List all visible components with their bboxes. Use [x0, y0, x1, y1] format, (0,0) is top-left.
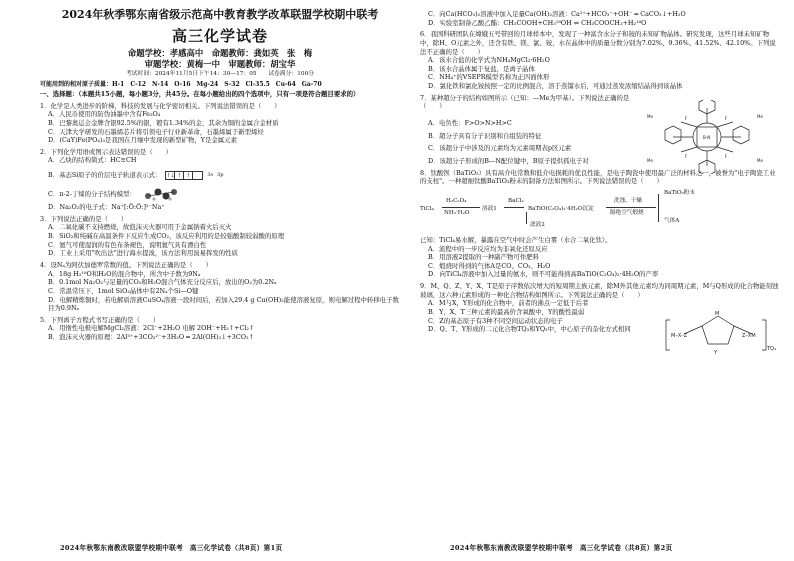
author-line-1: 命题学校：孝感高中 命题教师：龚如英 张 梅 [127, 48, 313, 59]
exam-info: 考试时间：2024年11月5日下午14：30—17：05 试卷满分：100分 [125, 71, 315, 78]
option-c: C．π-2-丁烯的分子结构模型： [48, 189, 136, 198]
option-c: C．常温常压下，1mol SiO₂晶体中有2Nₐ个Si—O键 [48, 286, 199, 295]
flow-solution-1: 溶液1 [482, 205, 497, 212]
option-a: A．人民币使用的防伪油墨中含有Fe₃O₄ [48, 110, 161, 119]
question-5 [40, 316, 400, 342]
footer-page-1: 2024年秋鄂东南教改联盟学校期中联考 高三化学试卷（共8页）第1页 [60, 544, 283, 553]
question-4 [40, 261, 400, 313]
flow-reagent-1: H₂C₂O₄ [446, 197, 467, 204]
option-b: B．基态Si原子的价层电子轨道表示式： [48, 170, 162, 179]
question-stem: 8．钛酸钡（BaTiO₃）具有高介电常数和低介电损耗的优良性能，是电子陶瓷中使用最广泛的材料之一，被誉为"电子陶瓷工业的支柱"。一种超细钛酸BaTiO₃粉末的制备方法如图所示。下列说法错误的是（ ） [420, 168, 776, 186]
question-stem: 5．下列离子方程式书写正确的是（ ） [40, 315, 160, 324]
option-c: C．Z的基态原子有3种不同空间运动状态的电子 [428, 316, 563, 325]
compound-structure-image [656, 310, 780, 358]
option-a: A．电负性：F>O>N>H>C [428, 119, 512, 128]
orbital-box: ↑↓ [166, 172, 175, 179]
option-b: B．用溶液2提取的一种副产物可作肥料 [428, 253, 540, 262]
question-6 [420, 30, 780, 90]
option-b: B．该水合晶体属于复盐，是离子晶体 [428, 64, 535, 73]
atomic-masses: 可能用到的相对原子质量：H-1 C-12 N-14 O-16 Mg-24 S-32 Cl-35.5 Cu-64 Ga-70 [40, 80, 322, 88]
flow-start: TiCl₄ [420, 205, 434, 212]
question-3 [40, 215, 400, 258]
flow-reagent-2: NH₃·H₂O [444, 209, 470, 216]
author-line-2: 审题学校：黄梅一中 审题教师：胡宝华 [144, 58, 296, 69]
option-d: D．该超分子形成的B—N配位键中，B原子提供孤电子对 [428, 156, 589, 165]
flow-precipitate: BaTiO(C₂O₄)₂·4H₂O沉淀 [528, 205, 594, 212]
subject-title: 高三化学试卷 [171, 26, 268, 45]
flow-arrow [504, 207, 524, 208]
question-8 [420, 169, 780, 279]
option-a: A．该水合盐的化学式为NH₄MgCl₃·6H₂O [428, 56, 550, 65]
svg-text:B-N: B-N [703, 134, 711, 140]
flow-output-gas: 气体A [664, 217, 680, 224]
option-b: B．巴黎奥运会金牌含银92.5%的银，镀有1.34%的金，其余为铜的金属合金材质 [48, 118, 279, 127]
orbital-label-3p: 3p [217, 171, 224, 178]
option-a: A．用惰性电极电解MgCl₂溶液：2Cl⁻+2H₂O 电解 2OH⁻+H₂↑+Cl₂↑ [48, 324, 255, 333]
atom-label-y: Y [714, 350, 718, 357]
option-c: C．天津大学研发的石墨烯芯片将引领电子行业新革命，石墨烯属于新型烯烃 [48, 127, 264, 136]
option-b: B．泡沫灭火器的原理：2Al³⁺+3CO₃²⁻+3H₂O ═ 2Al(OH)₃↓+3CO₂↑ [48, 333, 254, 342]
question-stem: 1．化学是人类进步的阶梯，科技的发展与化学密切相关。下列说法错误的是（ ） [40, 101, 281, 110]
option-a: A．二氧化碳不支持燃烧，故泡沫灭火器可用于金属钠着火后灭火 [48, 223, 232, 232]
right-column [420, 6, 780, 357]
option-d: D．向TiCl₄溶液中加入过量的氨水，则不可能得到高BaTiO(C₂O₄)₂·4H₂O的产率 [428, 270, 659, 279]
question-9 [420, 282, 780, 357]
option-c-row [40, 185, 400, 203]
option-d: D．实验室制备乙酸乙酯：CH₃COOH+CH₃¹⁸OH ⇌ CH₃COOCH₃+H₂¹⁸O [428, 18, 647, 27]
question-2 [40, 148, 400, 212]
option-d: D．Na₂O₂的电子式：Na⁺[:Ö:Ö:]²⁻Na⁺ [48, 203, 165, 212]
orbital-diagram [165, 171, 203, 180]
option-c: C．该超分子中涉及的元素均为元素周期表p区元素 [428, 144, 572, 153]
flow-calcine: 隔绝空气煅烧 [610, 209, 644, 216]
svg-text:Me: Me [757, 157, 763, 163]
flow-output-powder: BaTiO₃粉末 [664, 189, 695, 196]
orbital-box: ↑ [175, 172, 184, 179]
svg-text:F: F [685, 115, 688, 121]
svg-text:F: F [725, 115, 728, 121]
question-stem: 3．下列说法正确的是（ ） [40, 214, 128, 223]
question-stem: 6．我国科研团队在嫦娥五号带回的月球样本中，发现了一种富含水分子和铵的未知矿物晶体。研究发现，这些月球未知矿物中，除H、O元素之外，还含有铁、镁、氯、铵，水在晶体中的质量分数分别为7.02%、9.36%、41.52%、42.10%。下列说法不正确的是（ ） [420, 30, 776, 56]
process-flowchart [420, 190, 780, 232]
svg-text:Me: Me [647, 113, 653, 119]
question-note: 已知：TiCl₄易水解，暴露在空气中时会产生白雾（水合二氧化钛）。 [420, 235, 612, 244]
option-d: D．(CaY)Fe(PO₄)₃是我国在月壤中发现的新型矿物，Y是金属元素 [48, 136, 237, 145]
svg-text:Me: Me [647, 157, 653, 163]
atom-label-x: Z–XM [742, 333, 756, 340]
flow-arrow [606, 207, 656, 208]
flow-filtrate: 滤液2 [530, 221, 545, 228]
question-5-continued [420, 10, 780, 27]
question-stem: 4．设Nₐ为阿伏加德罗常数的值。下列说法正确的是（ ） [40, 260, 212, 269]
flow-branch [658, 194, 659, 222]
svg-text:F: F [685, 153, 688, 159]
option-d: D．电解精炼铜时，若电解质溶液CuSO₄溶液一段时间后，若加入29.4 g Cu(OH)₂能使溶液复原，则电解过程中转移电子数目为0.9Nₐ [48, 295, 399, 313]
option-b: B．超分子具有分子识别和自组装的特征 [428, 131, 542, 140]
option-c: C．NH₄⁺的VSEPR模型名称为正四面体形 [428, 73, 550, 82]
footer-page-2: 2024年秋鄂东南教改联盟学校期中联考 高三化学试卷（共8页）第2页 [450, 544, 673, 553]
ball-stick-model-image [140, 186, 180, 202]
option-d: D．氯化铁和氯化铵按照一定的比例混合，溶于蒸馏水后，可通过蒸发浓缩结晶得到该晶体 [428, 82, 683, 91]
option-b: B．SiO₂和纯碱在高温条件下反应生成CO₂，该反应利用的是较强酸制较弱酸的原理 [48, 232, 285, 241]
question-7 [420, 94, 780, 166]
counter-ion-label: TQ₄ [767, 346, 776, 353]
option-a: A．18g H₂¹⁸O和H₂O的混合物中，所含中子数为9Nₐ [48, 269, 201, 278]
section-heading: 一、选择题：（本题共15小题，每小题3分，共45分。在每小题给出的四个选项中，只有一项是符合题目要求的） [40, 90, 360, 98]
supramolecule-structure-image [645, 100, 770, 174]
flow-branch [526, 212, 527, 224]
flow-wash: 洗涤、干燥 [614, 197, 642, 204]
option-b: B．0.1mol Na₂O₂与足量的CO₂和H₂O混合气体充分反应后，放出的O₂为0.2Nₐ [48, 278, 277, 287]
flow-reagent-3: BaCl₂ [508, 197, 524, 204]
question-1 [40, 102, 400, 145]
orbital-label-3s: 3s [207, 171, 214, 178]
option-a: A．乙炔的结构简式：HC≡CH [48, 156, 137, 165]
flow-arrow [442, 207, 480, 208]
svg-text:F: F [725, 153, 728, 159]
question-stem: 7．某种超分子的结构如图所示（已知：—Me为甲基）。下列说法正确的是（ ） [420, 93, 630, 111]
option-c: C．氦气可使湿润的有色布条褪色，说明氦气具有漂白性 [48, 240, 207, 249]
left-column [40, 6, 400, 342]
option-a: A．M与X，Y形成的化合物中，前者的沸点一定低于后者 [428, 299, 589, 308]
option-c: C．煅烧时得到的气体A是CO、CO₂、H₂O [428, 261, 551, 270]
question-stem: 9．M、Q、Z、Y、X、T是原子序数依次增大的短周期主族元素，除M外其他元素均为同周期元素，M与Q形成的化合物能刻蚀玻璃，这六种元素形成的一种化合物结构如图所示。下列说法正确的是（ ） [420, 282, 779, 299]
option-d: D．工业上采用"吹出法"进行海水提溴，该方法利用溴易挥发的性质 [48, 249, 238, 258]
exam-title: 2024年秋季鄂东南省级示范高中教育教学改革联盟学校期中联考 [61, 8, 379, 21]
option-d: D．Q、T、Y形成的二元化合物TQ₃和YQ₃中，中心原子的杂化方式相同 [428, 325, 631, 334]
option-a: A．流程中的一步反应均为非氧化还原反应 [428, 244, 548, 253]
orbital-box: ↑ [184, 172, 193, 179]
atom-label-m: M [715, 311, 720, 318]
option-c: C．向Ca(HCO₃)₂溶液中加入足量Ca(OH)₂溶液：Ca²⁺+HCO₃⁻+OH⁻ ═ CaCO₃↓+H₂O [428, 10, 686, 18]
option-b-row [40, 166, 400, 184]
svg-text:Me: Me [757, 113, 763, 119]
question-stem: 2．下列化学用语或图示表达错误的是（ ） [40, 147, 172, 156]
orbital-box [193, 172, 202, 179]
atom-label-z: M–X–Z [671, 333, 688, 340]
option-b: B．Y、X、T三种元素的最高价含氧酸中，Y的酸性最弱 [428, 308, 585, 317]
